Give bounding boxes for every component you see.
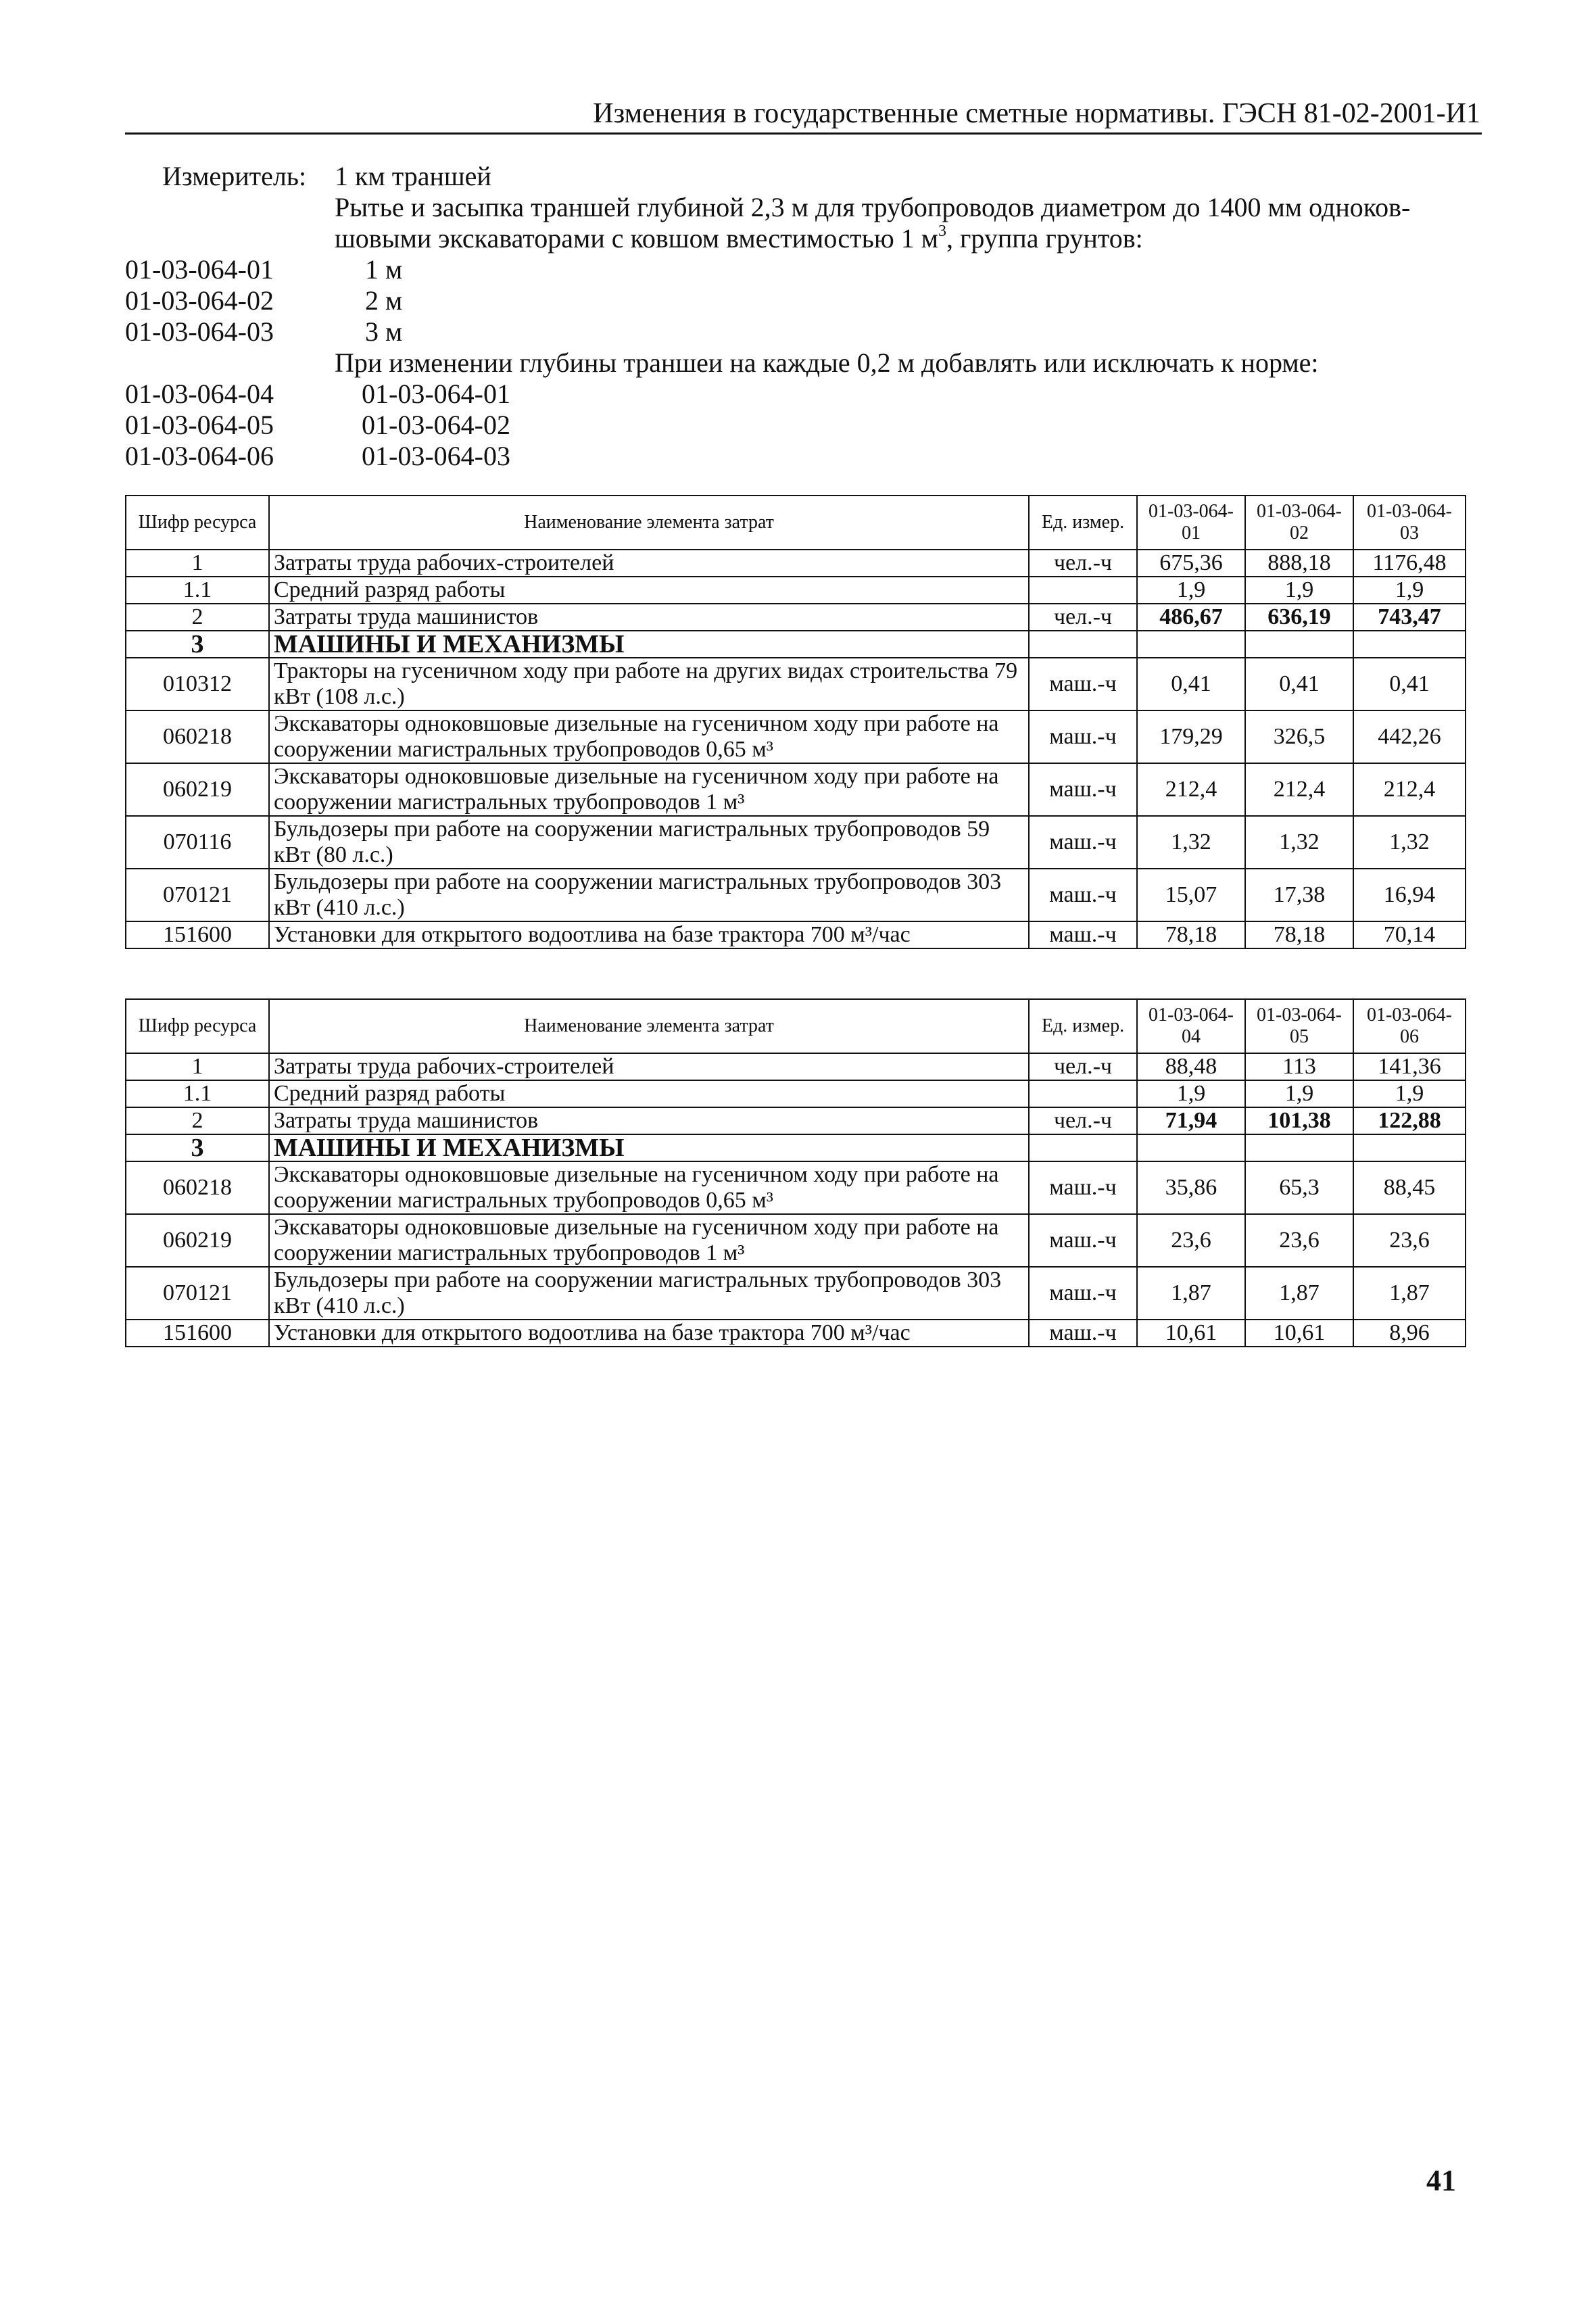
empty-cell (1137, 1134, 1245, 1161)
header-col-a: 01-03-064-01 (1137, 496, 1245, 550)
value-a: 35,86 (1137, 1161, 1245, 1214)
value-a: 1,87 (1137, 1267, 1245, 1320)
value-b: 1,87 (1245, 1267, 1353, 1320)
norm-item (125, 285, 1484, 316)
value-a: 15,07 (1137, 869, 1245, 921)
section-title: МАШИНЫ И МЕХАНИЗМЫ (269, 1134, 1029, 1161)
resource-unit: маш.-ч (1029, 763, 1137, 816)
page-number: 41 (1426, 2164, 1456, 2197)
table-row (126, 577, 1466, 604)
value-c: 1,32 (1353, 816, 1466, 869)
resource-name: Бульдозеры при работе на сооружении магистральных трубопроводов 303 кВт (410 л.с.) (269, 1267, 1029, 1320)
table-row (126, 710, 1466, 763)
norm-code: 01-03-064-02 (125, 285, 274, 316)
table-row (126, 1107, 1466, 1134)
resource-name: Затраты труда рабочих-строителей (269, 550, 1029, 577)
resource-code: 070116 (126, 816, 269, 869)
header-col-b: 01-03-064-05 (1245, 999, 1353, 1053)
section-row (126, 1134, 1466, 1161)
header-code: Шифр ресурса (126, 999, 269, 1053)
resource-unit (1029, 577, 1137, 604)
table-row (126, 1267, 1466, 1320)
resource-code: 2 (126, 1107, 269, 1134)
resource-name: Затраты труда машинистов (269, 604, 1029, 631)
resource-code: 060218 (126, 1161, 269, 1214)
empty-cell (1029, 631, 1137, 658)
header-col-b: 01-03-064-02 (1245, 496, 1353, 550)
description-line-2 (125, 223, 1484, 254)
resource-name: Экскаваторы одноковшовые дизельные на гусеничном ходу при работе на сооружении магистральных трубопроводов 0,65 м³ (269, 1161, 1029, 1214)
description-text-b (335, 223, 1596, 254)
value-b: 113 (1245, 1053, 1353, 1080)
value-b: 101,38 (1245, 1107, 1353, 1134)
resource-table-2 (125, 998, 1466, 1347)
resource-name: Установки для открытого водоотлива на базе трактора 700 м³/час (269, 921, 1029, 948)
norm-code: 01-03-064-05 (125, 410, 274, 440)
depth-note: При изменении глубины траншеи на каждые 0,2 м добавлять или исключать к норме: (335, 347, 1319, 378)
resource-code: 060218 (126, 710, 269, 763)
value-c: 1,9 (1353, 1080, 1466, 1107)
norm-value: 3 м (365, 316, 403, 347)
value-c: 442,26 (1353, 710, 1466, 763)
resource-code: 1.1 (126, 1080, 269, 1107)
norm-value: 01-03-064-02 (362, 410, 510, 440)
norm-code: 01-03-064-03 (125, 316, 274, 347)
value-a: 0,41 (1137, 658, 1245, 710)
resource-unit: маш.-ч (1029, 710, 1137, 763)
header-col-a: 01-03-064-04 (1137, 999, 1245, 1053)
resource-table-1 (125, 495, 1466, 949)
page-header-title: Изменения в государственные сметные нормативы. ГЭСН 81-02-2001-И1 (593, 98, 1480, 129)
resource-name: Экскаваторы одноковшовые дизельные на гусеничном ходу при работе на сооружении магистральных трубопроводов 0,65 м³ (269, 710, 1029, 763)
resource-code: 2 (126, 604, 269, 631)
resource-unit: чел.-ч (1029, 550, 1137, 577)
norm-value: 01-03-064-03 (362, 441, 510, 471)
value-a: 1,9 (1137, 1080, 1245, 1107)
value-c: 743,47 (1353, 604, 1466, 631)
norm-intro (125, 161, 1484, 472)
value-b: 212,4 (1245, 763, 1353, 816)
section-row (126, 631, 1466, 658)
resource-code: 1 (126, 550, 269, 577)
norm-code: 01-03-064-01 (125, 254, 274, 285)
resource-unit: чел.-ч (1029, 1107, 1137, 1134)
resource-name: Экскаваторы одноковшовые дизельные на гусеничном ходу при работе на сооружении магистральных трубопроводов 1 м³ (269, 1214, 1029, 1267)
table-row (126, 1080, 1466, 1107)
measure-label: Измеритель: (162, 161, 307, 191)
description-sup: 3 (938, 222, 947, 240)
resource-unit: маш.-ч (1029, 816, 1137, 869)
value-c: 70,14 (1353, 921, 1466, 948)
value-b: 1,32 (1245, 816, 1353, 869)
value-a: 78,18 (1137, 921, 1245, 948)
value-a: 10,61 (1137, 1320, 1245, 1347)
resource-unit (1029, 1080, 1137, 1107)
resource-code: 151600 (126, 1320, 269, 1347)
resource-code: 010312 (126, 658, 269, 710)
value-a: 23,6 (1137, 1214, 1245, 1267)
table-row (126, 1320, 1466, 1347)
value-b: 1,9 (1245, 577, 1353, 604)
header-code: Шифр ресурса (126, 496, 269, 550)
value-c: 1,9 (1353, 577, 1466, 604)
value-c: 0,41 (1353, 658, 1466, 710)
measure-row (125, 161, 1484, 192)
norm-value: 1 м (365, 254, 403, 285)
value-a: 486,67 (1137, 604, 1245, 631)
value-a: 212,4 (1137, 763, 1245, 816)
table-row (126, 1053, 1466, 1080)
value-b: 17,38 (1245, 869, 1353, 921)
value-c: 23,6 (1353, 1214, 1466, 1267)
value-b: 326,5 (1245, 710, 1353, 763)
table-row (126, 816, 1466, 869)
section-title: МАШИНЫ И МЕХАНИЗМЫ (269, 631, 1029, 658)
table-header-row (126, 496, 1466, 550)
resource-unit: маш.-ч (1029, 1267, 1137, 1320)
value-b: 0,41 (1245, 658, 1353, 710)
resource-unit: маш.-ч (1029, 869, 1137, 921)
norm-value: 2 м (365, 285, 403, 316)
resource-code: 1.1 (126, 577, 269, 604)
value-c: 1,87 (1353, 1267, 1466, 1320)
norm-item (125, 254, 1484, 285)
value-c: 88,45 (1353, 1161, 1466, 1214)
table-row (126, 550, 1466, 577)
value-b: 888,18 (1245, 550, 1353, 577)
empty-cell (1029, 1134, 1137, 1161)
resource-code: 151600 (126, 921, 269, 948)
table-row (126, 658, 1466, 710)
table-row (126, 1214, 1466, 1267)
resource-unit: маш.-ч (1029, 921, 1137, 948)
resource-unit: чел.-ч (1029, 1053, 1137, 1080)
measure-value: 1 км траншей (335, 161, 491, 191)
description-text-c: , группа грунтов: (946, 223, 1143, 254)
norm-code: 01-03-064-06 (125, 441, 274, 471)
value-a: 71,94 (1137, 1107, 1245, 1134)
value-b: 65,3 (1245, 1161, 1353, 1214)
header-name: Наименование элемента затрат (269, 999, 1029, 1053)
value-a: 1,9 (1137, 577, 1245, 604)
value-b: 636,19 (1245, 604, 1353, 631)
header-unit: Ед. измер. (1029, 496, 1137, 550)
resource-unit: маш.-ч (1029, 1320, 1137, 1347)
resource-unit: маш.-ч (1029, 1161, 1137, 1214)
table-row (126, 921, 1466, 948)
value-c: 16,94 (1353, 869, 1466, 921)
norm-code: 01-03-064-04 (125, 379, 274, 409)
resource-name: Бульдозеры при работе на сооружении магистральных трубопроводов 303 кВт (410 л.с.) (269, 869, 1029, 921)
description-text-b-main: шовыми экскаваторами с ковшом вместимостью 1 м (335, 223, 939, 254)
resource-name: Затраты труда машинистов (269, 1107, 1029, 1134)
value-a: 179,29 (1137, 710, 1245, 763)
resource-name: Средний разряд работы (269, 577, 1029, 604)
value-b: 78,18 (1245, 921, 1353, 948)
norm-value: 01-03-064-01 (362, 379, 510, 409)
table-row (126, 869, 1466, 921)
resource-code: 060219 (126, 763, 269, 816)
resource-code: 070121 (126, 1267, 269, 1320)
norm-item (125, 316, 1484, 347)
description-text-a: Рытье и засыпка траншей глубиной 2,3 м для трубопроводов диаметром до 1400 мм одноков- (335, 192, 1411, 222)
value-b: 23,6 (1245, 1214, 1353, 1267)
resource-name: Тракторы на гусеничном ходу при работе на других видах строительства 79 кВт (108 л.с.) (269, 658, 1029, 710)
value-c: 122,88 (1353, 1107, 1466, 1134)
empty-cell (1245, 631, 1353, 658)
resource-unit: маш.-ч (1029, 1214, 1137, 1267)
value-c: 141,36 (1353, 1053, 1466, 1080)
resource-name: Бульдозеры при работе на сооружении магистральных трубопроводов 59 кВт (80 л.с.) (269, 816, 1029, 869)
resource-name: Установки для открытого водоотлива на базе трактора 700 м³/час (269, 1320, 1029, 1347)
resource-name: Экскаваторы одноковшовые дизельные на гусеничном ходу при работе на сооружении магистральных трубопроводов 1 м³ (269, 763, 1029, 816)
section-code: 3 (126, 1134, 269, 1161)
header-col-c: 01-03-064-03 (1353, 496, 1466, 550)
table-row (126, 1161, 1466, 1214)
value-c: 8,96 (1353, 1320, 1466, 1347)
value-a: 1,32 (1137, 816, 1245, 869)
value-c: 1176,48 (1353, 550, 1466, 577)
value-a: 675,36 (1137, 550, 1245, 577)
resource-unit: маш.-ч (1029, 658, 1137, 710)
depth-note-row (125, 347, 1484, 379)
resource-code: 070121 (126, 869, 269, 921)
value-b: 1,9 (1245, 1080, 1353, 1107)
section-code: 3 (126, 631, 269, 658)
table-header-row (126, 999, 1466, 1053)
value-b: 10,61 (1245, 1320, 1353, 1347)
resource-code: 1 (126, 1053, 269, 1080)
resource-name: Затраты труда рабочих-строителей (269, 1053, 1029, 1080)
value-a: 88,48 (1137, 1053, 1245, 1080)
header-rule (125, 132, 1482, 135)
empty-cell (1353, 631, 1466, 658)
resource-code: 060219 (126, 1214, 269, 1267)
header-unit: Ед. измер. (1029, 999, 1137, 1053)
table-row (126, 604, 1466, 631)
value-c: 212,4 (1353, 763, 1466, 816)
header-name: Наименование элемента затрат (269, 496, 1029, 550)
description-line-1 (125, 192, 1484, 223)
table-row (126, 763, 1466, 816)
empty-cell (1245, 1134, 1353, 1161)
norm-item (125, 410, 1484, 441)
empty-cell (1137, 631, 1245, 658)
norm-item (125, 441, 1484, 472)
empty-cell (1353, 1134, 1466, 1161)
header-col-c: 01-03-064-06 (1353, 999, 1466, 1053)
norm-item (125, 379, 1484, 410)
resource-name: Средний разряд работы (269, 1080, 1029, 1107)
resource-unit: чел.-ч (1029, 604, 1137, 631)
